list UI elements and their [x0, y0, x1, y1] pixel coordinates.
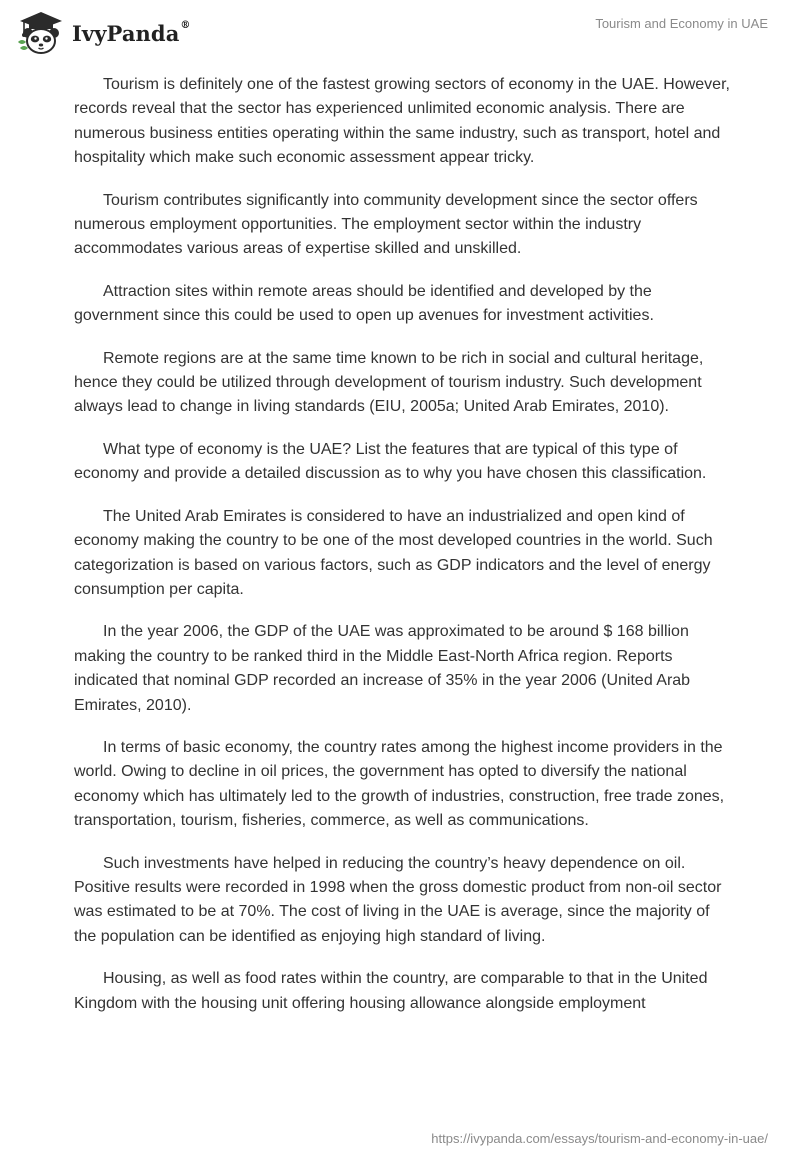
document-title: Tourism and Economy in UAE [595, 16, 768, 31]
paragraph: In terms of basic economy, the country rates among the highest income providers in the world. Owing to decline in oil prices, the government has opted to diversify the national economy which has ultimately led to the growth of industries, construction, free trade zones, transportation, tourism, fisheries, commerce, as well as communications. [74, 738, 725, 830]
ivypanda-logo[interactable] [14, 8, 191, 56]
registered-mark: ® [180, 19, 191, 31]
panda-graduate-icon [14, 8, 66, 56]
paragraph: Attraction sites within remote areas should be identified and developed by the government since this could be used to open up avenues for investment activities. [74, 282, 654, 325]
source-url[interactable]: https://ivypanda.com/essays/tourism-and-economy-in-uae/ [431, 1131, 768, 1146]
paragraph: What type of economy is the UAE? List the features that are typical of this type of economy and provide a detailed discussion as to why you have chosen this classification. [74, 440, 707, 483]
essay-body [74, 73, 734, 1034]
paragraph: Housing, as well as food rates within the country, are comparable to that in the United Kingdom with the housing unit offering housing allowance alongside employment [74, 970, 708, 1012]
paragraph: The United Arab Emirates is considered to have an industrialized and open kind of economy making the country to be one of the most developed countries in the world. Such categorization is based on various factors, such as GDP indicators and the level of energy consumption per capita. [74, 507, 713, 598]
paragraph: Tourism contributes significantly into community development since the sector offers numerous employment opportunities. The employment sector within the industry accommodates various areas of expertise skilled and unskilled. [74, 191, 698, 258]
paragraph: In the year 2006, the GDP of the UAE was approximated to be around $ 168 billion making the country to be ranked third in the Middle East-North Africa region. Reports indicated that nominal GDP recorded an increase of 35% in the year 2006 (United Arab Emirates, 2010). [74, 623, 691, 714]
page-header [0, 0, 800, 60]
paragraph: Such investments have helped in reducing the country’s heavy dependence on oil. Positive results were recorded in 1998 when the gross domestic product from non-oil sector was estimated to be at 70%. The cost of living in the UAE is average, since the majority of the population can be identified as enjoying high standard of living. [74, 854, 722, 945]
paragraph: Tourism is definitely one of the fastest growing sectors of economy in the UAE. However, records reveal that the sector has experienced unlimited economic analysis. There are numerous business entities operating within the same industry, such as transport, hotel and hospitality which make such economic assessment appear tricky. [74, 76, 730, 167]
brand-name: IvyPanda® [72, 19, 191, 46]
paragraph: Remote regions are at the same time known to be rich in social and cultural heritage, hence they could be utilized through development of tourism industry. Such development always lead to change in living standards (EIU, 2005a; United Arab Emirates, 2010). [74, 349, 704, 416]
